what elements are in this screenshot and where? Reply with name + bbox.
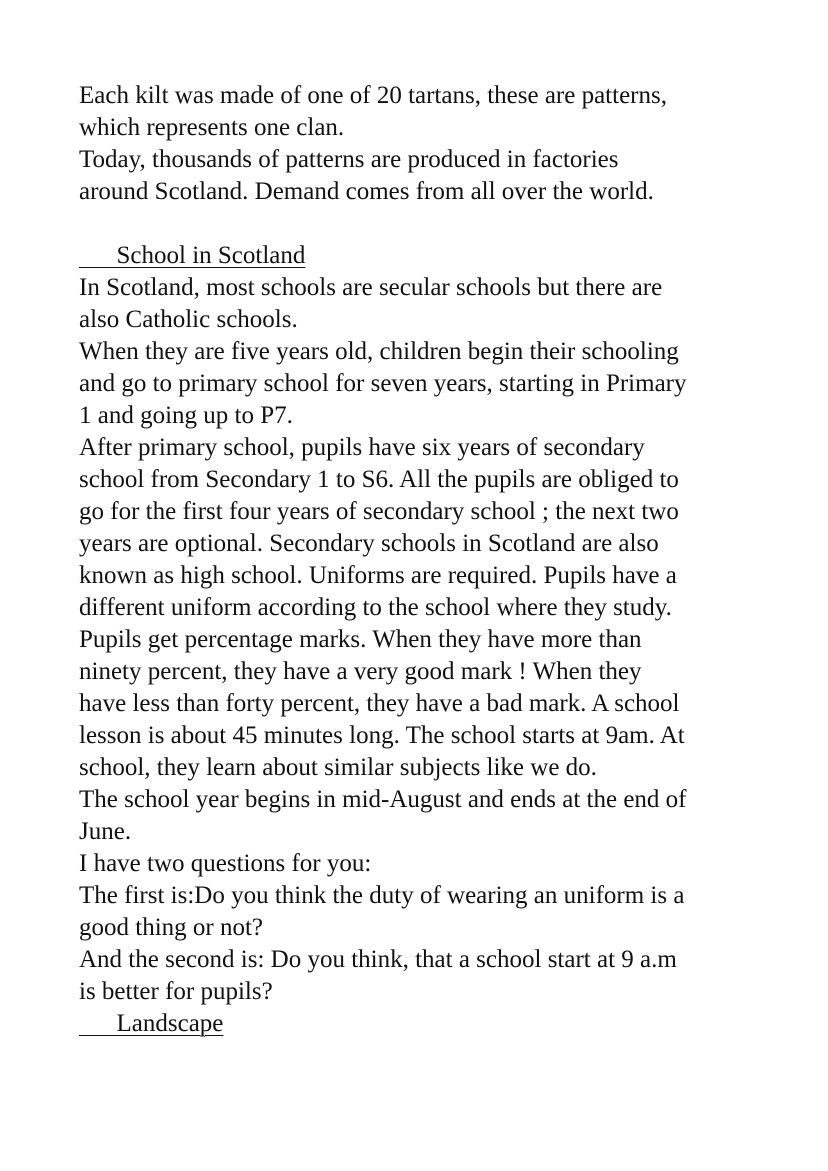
- text-line: And the second is: Do you think, that a school start at 9 a.m: [79, 946, 677, 973]
- text-line: Pupils get percentage marks. When they have more than: [79, 626, 642, 653]
- text-line: lesson is about 45 minutes long. The school starts at 9am. At: [79, 722, 685, 749]
- text-line: The school year begins in mid-August and ends at the end of: [79, 786, 687, 813]
- text-line: school from Secondary 1 to S6. All the pupils are obliged to: [79, 466, 679, 493]
- text-line: which represents one clan.: [79, 114, 345, 141]
- text-line: When they are five years old, children begin their schooling: [79, 338, 679, 365]
- intro-paragraph: [79, 80, 769, 208]
- text-line: In Scotland, most schools are secular schools but there are: [79, 274, 663, 301]
- text-line: and go to primary school for seven years, starting in Primary: [79, 370, 687, 397]
- text-line: have less than forty percent, they have a bad mark. A school: [79, 690, 680, 717]
- text-line: good thing or not?: [79, 914, 264, 941]
- text-line: I have two questions for you:: [79, 850, 372, 877]
- text-line: known as high school. Uniforms are required. Pupils have a: [79, 562, 677, 589]
- text-line: The first is:Do you think the duty of wearing an uniform is a: [79, 882, 685, 909]
- text-line: After primary school, pupils have six years of secondary: [79, 434, 645, 461]
- text-line: also Catholic schools.: [79, 306, 298, 333]
- text-line: Each kilt was made of one of 20 tartans, these are patterns,: [79, 82, 667, 109]
- text-line: Today, thousands of patterns are produced in factories: [79, 146, 619, 173]
- blank-line: [79, 208, 769, 240]
- text-line: around Scotland. Demand comes from all over the world.: [79, 178, 654, 205]
- text-line: different uniform according to the school where they study.: [79, 594, 672, 621]
- text-line: is better for pupils?: [79, 978, 273, 1005]
- text-line: June.: [79, 818, 132, 845]
- text-line: go for the first four years of secondary school ; the next two: [79, 498, 679, 525]
- section-heading-landscape: Landscape: [79, 1010, 224, 1037]
- text-line: 1 and going up to P7.: [79, 402, 293, 429]
- section-heading-school: School in Scotland: [79, 242, 306, 269]
- text-line: years are optional. Secondary schools in Scotland are also: [79, 530, 659, 557]
- school-paragraph: [79, 272, 769, 1008]
- text-line: school, they learn about similar subjects like we do.: [79, 754, 597, 781]
- text-line: ninety percent, they have a very good mark ! When they: [79, 658, 642, 685]
- document-page: [79, 80, 769, 1040]
